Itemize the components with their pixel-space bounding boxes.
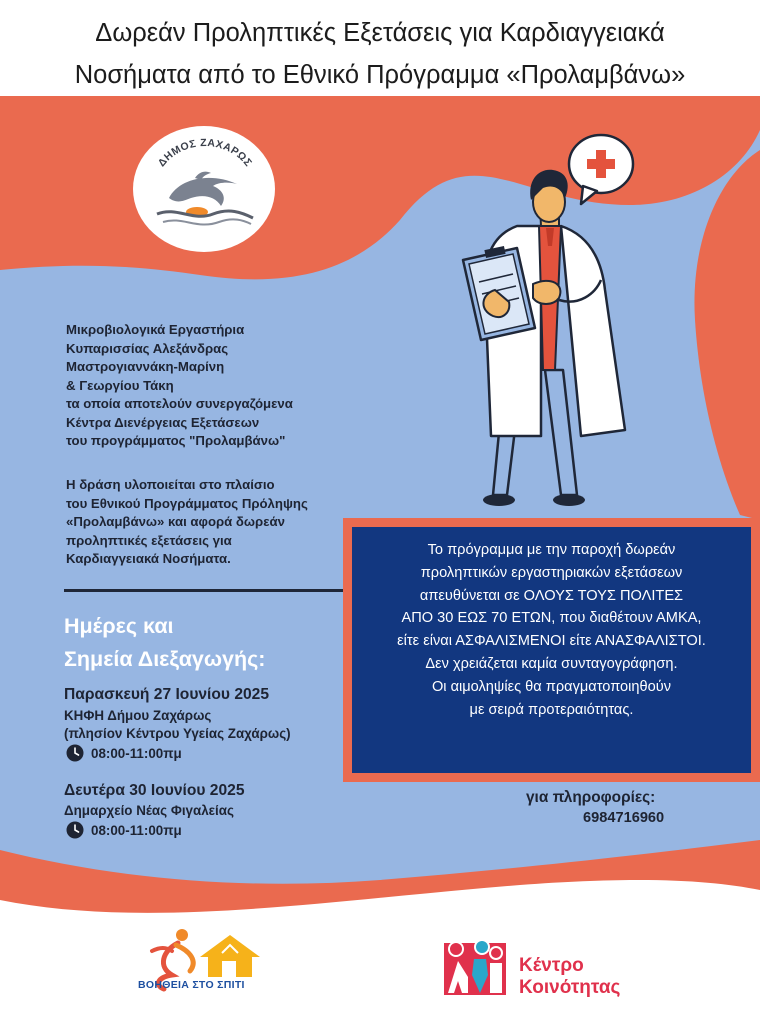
schedule-place-2: Δημαρχείο Νέας Φιγαλείας — [64, 803, 234, 818]
schedule-heading-line-1: Ημέρες και — [64, 614, 174, 638]
clock-icon — [66, 821, 84, 839]
schedule-heading-line-2: Σημεία Διεξαγωγής: — [64, 647, 266, 671]
svg-text:ΔΗΜΟΣ ΖΑΧΑΡΩΣ — [156, 137, 255, 169]
intro-line: του προγράμματος "Προλαμβάνω" — [66, 433, 286, 448]
page-title-line-1: Δωρεάν Προληπτικές Εξετάσεις για Καρδιαγγειακά — [95, 19, 665, 47]
municipality-logo-text: ΔΗΜΟΣ ΖΑΧΑΡΩΣ — [155, 136, 255, 170]
schedule-time-row-2 — [66, 820, 182, 840]
page-title-line-2: Νοσήματα από το Εθνικό Πρόγραμμα «Προλαμβάνω» — [74, 61, 686, 89]
info-line: Οι αιμοληψίες θα πραγματοποιηθούν — [431, 678, 672, 695]
scope-line: προληπτικές εξετάσεις για — [66, 532, 232, 548]
info-line: είτε είναι ΑΣΦΑΛΙΣΜΕΝΟΙ είτε ΑΝΑΣΦΑΛΙΣΤΟΙ. — [397, 633, 706, 650]
kentro-logo-text — [519, 955, 620, 999]
kentro-line-2: Κοινότητας — [519, 977, 621, 998]
intro-line: Κέντρα Διενέργειας Εξετάσεων — [66, 414, 260, 430]
scope-line: Η δράση υλοποιείται στο πλαίσιο — [66, 477, 275, 492]
scope-line: του Εθνικού Προγράμματος Πρόληψης — [66, 495, 308, 511]
scope-line: Καρδιαγγειακά Νοσήματα. — [66, 551, 231, 566]
speech-bubble-icon — [569, 135, 633, 204]
schedule-day-1: Παρασκευή 27 Ιουνίου 2025 — [64, 686, 270, 703]
info-line: προληπτικών εργαστηριακών εξετάσεων — [420, 564, 683, 581]
intro-line: Κυπαρισσίας Αλεξάνδρας — [66, 340, 229, 356]
schedule-time-2: 08:00-11:00πμ — [91, 822, 182, 838]
info-line: ΑΠΟ 30 ΕΩΣ 70 ΕΤΩΝ, που διαθέτουν ΑΜΚΑ, — [401, 610, 702, 627]
schedule-day-2: Δευτέρα 30 Ιουνίου 2025 — [64, 782, 245, 799]
intro-line: & Γεωργίου Τάκη — [66, 377, 174, 393]
kentro-line-1: Κέντρο — [519, 955, 584, 976]
doctor-illustration — [455, 130, 670, 530]
intro-line: Μικροβιολογικά Εργαστήρια — [66, 322, 245, 337]
dolphin-icon — [169, 172, 237, 206]
boitheia-logo-text: ΒΟΗΘΕΙΑ ΣΤΟ ΣΠΙΤΙ — [138, 979, 245, 991]
scope-line: «Προλαμβάνω» και αφορά δωρεάν — [66, 514, 285, 529]
info-line: Το πρόγραμμα με την παροχή δωρεάν — [427, 542, 676, 558]
schedule-time-row-1 — [66, 743, 182, 763]
contact-label: για πληροφορίες: — [526, 789, 656, 806]
scope-text-block — [66, 476, 308, 569]
intro-text-block — [66, 321, 293, 451]
clock-icon — [66, 744, 84, 762]
info-panel — [352, 527, 751, 773]
municipality-logo — [133, 126, 275, 252]
schedule-place-1: ΚΗΦΗ Δήμου Ζαχάρως — [64, 708, 212, 723]
municipality-logo-graphic — [133, 126, 275, 252]
house-icon — [200, 935, 260, 977]
info-line: με σειρά προτεραιότητας. — [469, 701, 634, 718]
kentro-logo-icon — [444, 937, 510, 997]
schedule-time-1: 08:00-11:00πμ — [91, 745, 182, 761]
schedule-note-1: (πλησίον Κέντρου Υγείας Ζαχάρως) — [64, 726, 291, 741]
intro-line: Μαστρογιαννάκη-Μαρίνη — [66, 359, 225, 374]
intro-line: τα οποία αποτελούν συνεργαζόμενα — [66, 396, 293, 411]
contact-phone: 6984716960 — [583, 810, 665, 826]
info-line: Δεν χρειάζεται καμία συνταγογράφηση. — [425, 655, 678, 672]
info-line: απευθύνεται σε ΟΛΟΥΣ ΤΟΥΣ ΠΟΛΙΤΕΣ — [419, 587, 684, 604]
section-divider — [64, 589, 344, 592]
